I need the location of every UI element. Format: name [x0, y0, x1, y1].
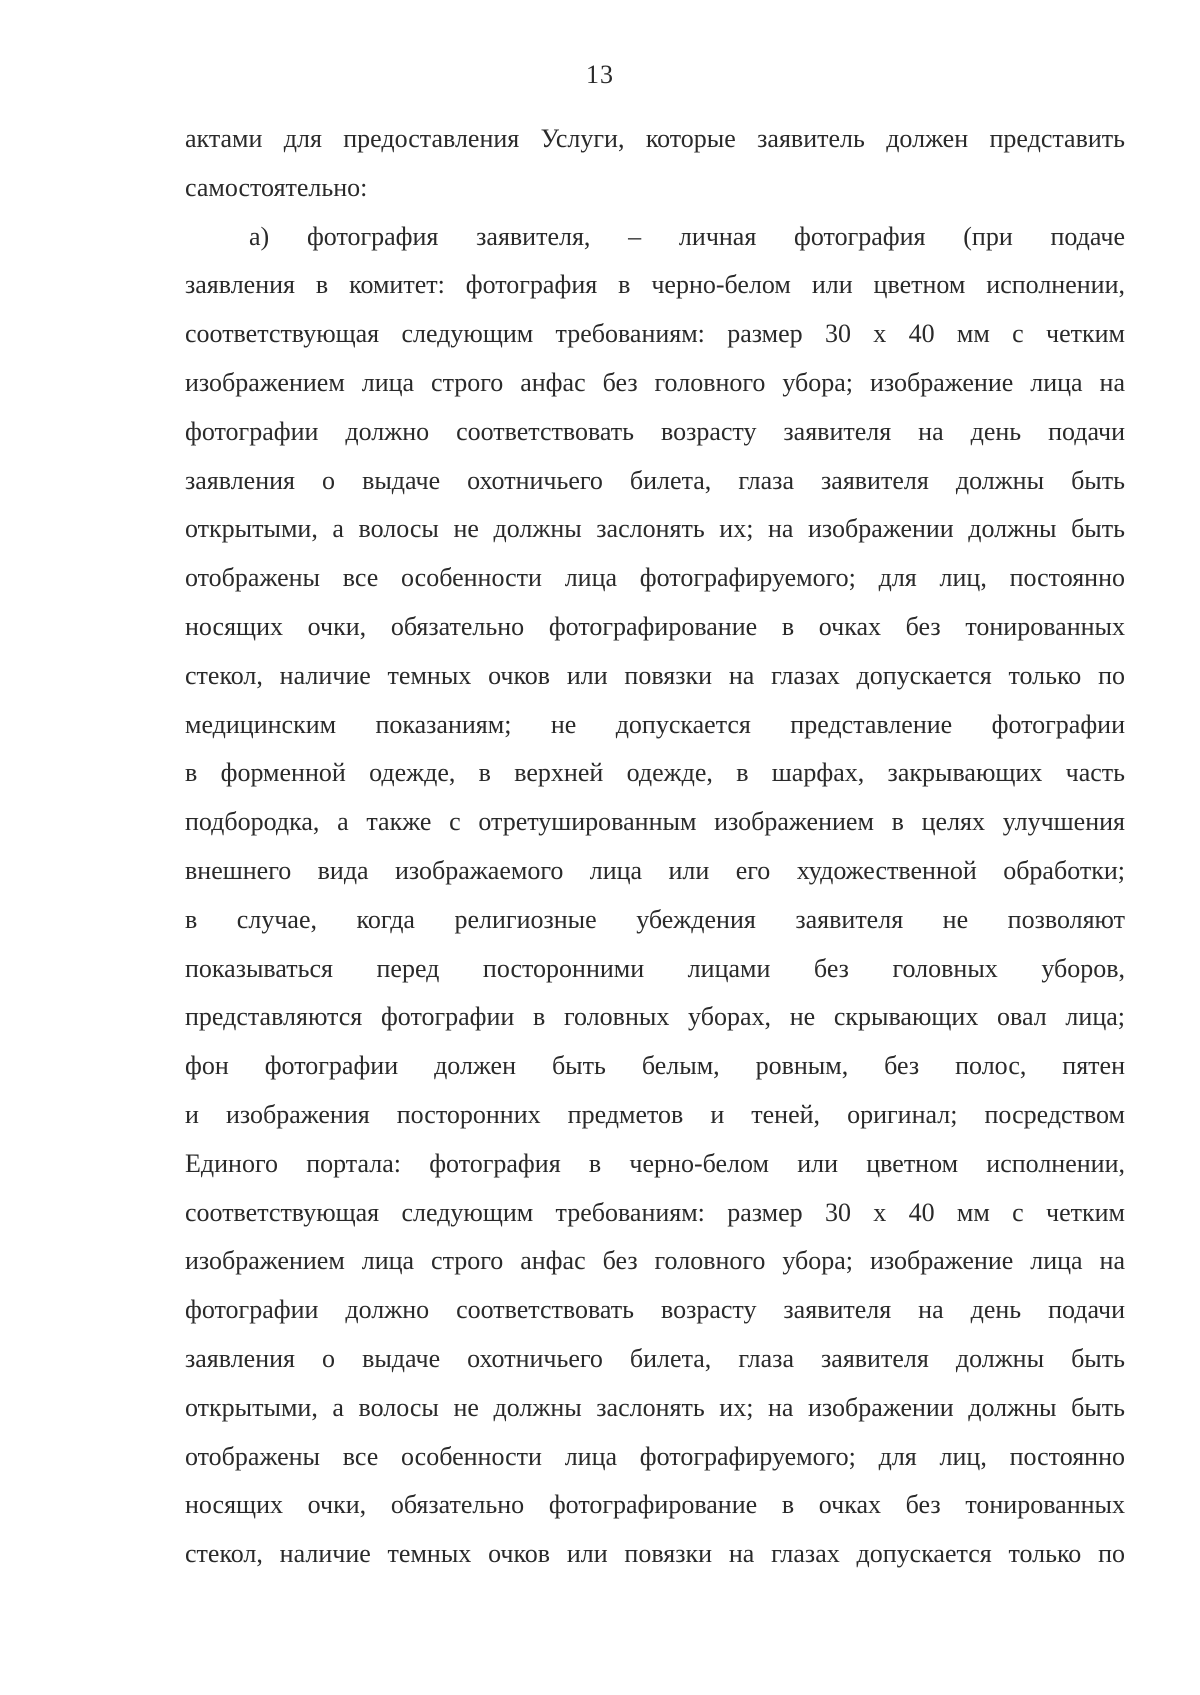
text-line: отображены все особенности лица фотографируемого; для лиц, постоянно [185, 563, 1125, 593]
text-line: а) фотография заявителя, – личная фотография (при подаче [249, 221, 1125, 251]
text-line: фотографии должно соответствовать возрасту заявителя на день подачи [185, 416, 1125, 446]
text-line: фон фотографии должен быть белым, ровным, без полос, пятен [185, 1051, 1125, 1081]
text-line: стекол, наличие темных очков или повязки на глазах допускается только по [185, 1539, 1125, 1569]
text-line: Единого портала: фотография в черно-белом или цветном исполнении, [185, 1148, 1125, 1178]
text-line: открытыми, а волосы не должны заслонять их; на изображении должны быть [185, 514, 1125, 544]
text-line: соответствующая следующим требованиям: размер 30 x 40 мм с четким [185, 1197, 1125, 1227]
text-line: соответствующая следующим требованиям: размер 30 x 40 мм с четким [185, 319, 1125, 349]
text-line: носящих очки, обязательно фотографирование в очках без тонированных [185, 611, 1125, 641]
text-line: в форменной одежде, в верхней одежде, в шарфах, закрывающих часть [185, 758, 1125, 788]
text-line: открытыми, а волосы не должны заслонять их; на изображении должны быть [185, 1392, 1125, 1422]
text-line: и изображения посторонних предметов и теней, оригинал; посредством [185, 1099, 1125, 1129]
body-text [185, 115, 1125, 1579]
page-number: 13 [586, 60, 614, 89]
text-line: самостоятельно: [185, 172, 368, 202]
text-line: изображением лица строго анфас без головного убора; изображение лица на [185, 1246, 1125, 1276]
text-line: в случае, когда религиозные убеждения заявителя не позволяют [185, 904, 1125, 934]
text-line: представляются фотографии в головных уборах, не скрывающих овал лица; [185, 1002, 1125, 1032]
text-line: стекол, наличие темных очков или повязки на глазах допускается только по [185, 660, 1125, 690]
text-line: заявления в комитет: фотография в черно-белом или цветном исполнении, [185, 270, 1125, 300]
text-line: подбородка, а также с отретушированным изображением в целях улучшения [185, 807, 1125, 837]
text-line: изображением лица строго анфас без головного убора; изображение лица на [185, 367, 1125, 397]
text-line: внешнего вида изображаемого лица или его художественной обработки; [185, 855, 1125, 885]
text-line: фотографии должно соответствовать возрасту заявителя на день подачи [185, 1295, 1125, 1325]
text-line: показываться перед посторонними лицами без головных уборов, [185, 953, 1125, 983]
text-line: заявления о выдаче охотничьего билета, глаза заявителя должны быть [185, 1343, 1125, 1373]
text-line: медицинским показаниям; не допускается представление фотографии [185, 709, 1125, 739]
text-line: носящих очки, обязательно фотографирование в очках без тонированных [185, 1490, 1125, 1520]
text-line: заявления о выдаче охотничьего билета, глаза заявителя должны быть [185, 465, 1125, 495]
text-line: отображены все особенности лица фотографируемого; для лиц, постоянно [185, 1441, 1125, 1471]
text-line: актами для предоставления Услуги, которые заявитель должен представить [185, 124, 1125, 153]
